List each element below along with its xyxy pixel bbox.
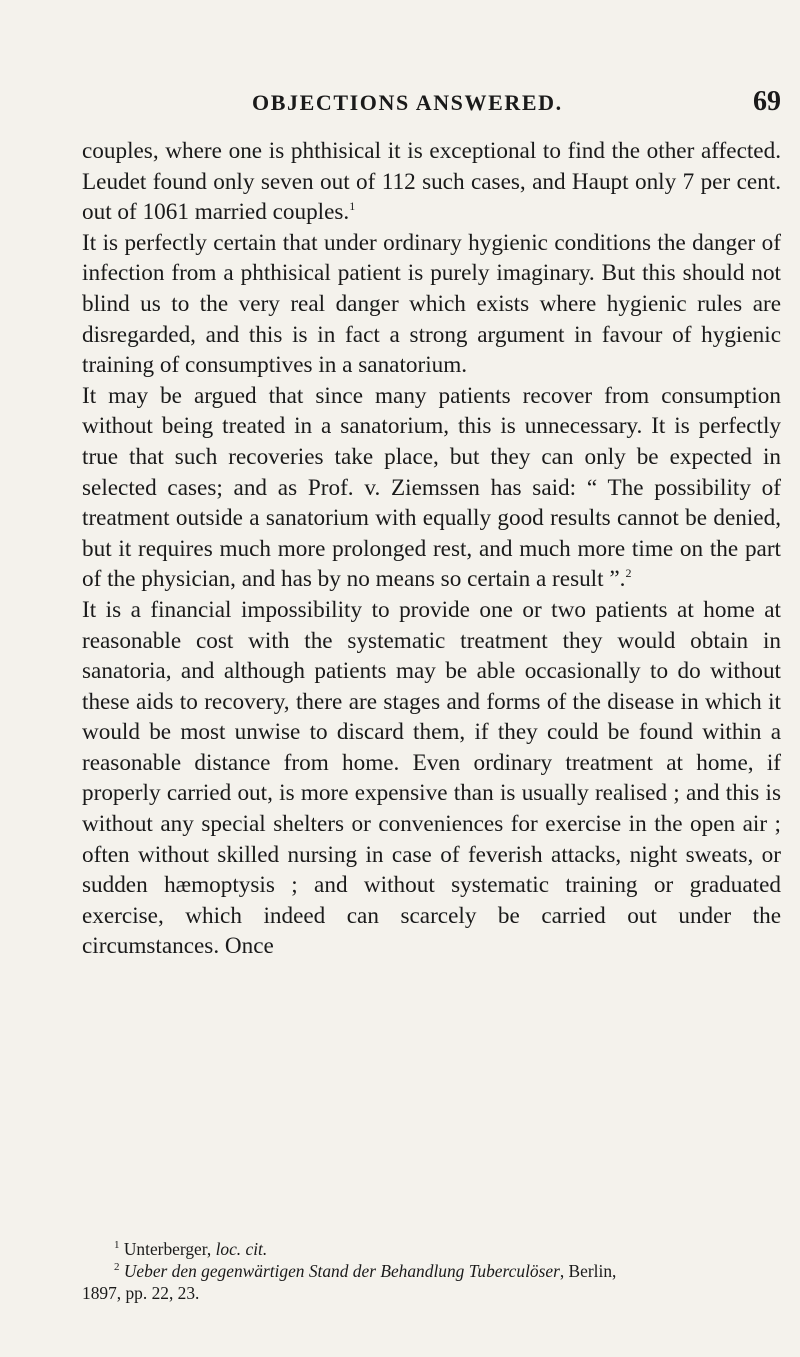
footnote-ref-2: 2 [625, 566, 632, 581]
footnote-2 [114, 1260, 781, 1282]
footnote-marker: 2 [114, 1261, 120, 1273]
running-title: OBJECTIONS ANSWERED. [252, 90, 563, 115]
paragraph-3 [82, 381, 781, 595]
body-text [82, 136, 781, 962]
paragraph-text: It may be argued that since many patients recover from consumption without being treated in a sanatorium, this is unnecessary. It is perfectly true that such recoveries take place, but they can only be expected in selected cases; and as Prof. v. Ziemssen has said: “ The possibility of treatment outside a sanatorium with equally good results cannot be denied, but it requires much more prolonged rest, and much more time on the part of the physician, and has by no means so certain a result ”. [82, 382, 781, 593]
footnotes [82, 1238, 781, 1304]
footnote-place: , Berlin, [559, 1261, 617, 1281]
footnote-ref-text: loc. cit. [215, 1239, 268, 1259]
paragraph-text: It is a financial impossibility to provide one or two patients at home at reasonable cost with the systematic treatment they would obtain in sanatoria, and although patients may be able occasionally to do without these aids to recovery, there are stages and forms of the disease in which it would be most unwise to discard them, if they could be found within a reasonable distance from home. Even ordinary treatment at home, if properly carried out, is more expensive than is usually realised ; and this is without any special shelters or conveniences for exercise in the open air ; often without skilled nursing in case of feverish attacks, night sweats, or sudden hæmoptysis ; and without systematic training or graduated exercise, which indeed can scarcely be carried out under the circumstances. Once [82, 596, 781, 960]
paragraph-text: It is perfectly certain that under ordinary hygienic conditions the danger of infection from a phthisical patient is purely imaginary. But this should not blind us to the very real danger which exists where hygienic rules are disregarded, and this is in fact a strong argument in favour of hygienic training of consumptives in a sanatorium. [82, 229, 781, 379]
footnote-1 [114, 1238, 781, 1260]
paragraph-2 [82, 228, 781, 381]
paragraph-4 [82, 595, 781, 962]
footnote-ref-1: 1 [349, 199, 356, 214]
paragraph-1 [82, 136, 781, 228]
paragraph-text: couples, where one is phthisical it is exceptional to find the other affected. Leudet found only seven out of 112 such cases, and Haupt only 7 per cent. out of 1061 married couples. [82, 138, 781, 226]
footnote-title: Ueber den gegenwärtigen Stand der Behandlung Tuberculöser [123, 1261, 560, 1281]
footnote-author: Unterberger, [123, 1239, 216, 1259]
footnote-2-continued: 1897, pp. 22, 23. [82, 1283, 200, 1303]
page-number: 69 [753, 86, 781, 117]
running-header [82, 86, 781, 120]
footnote-marker: 1 [114, 1239, 120, 1251]
